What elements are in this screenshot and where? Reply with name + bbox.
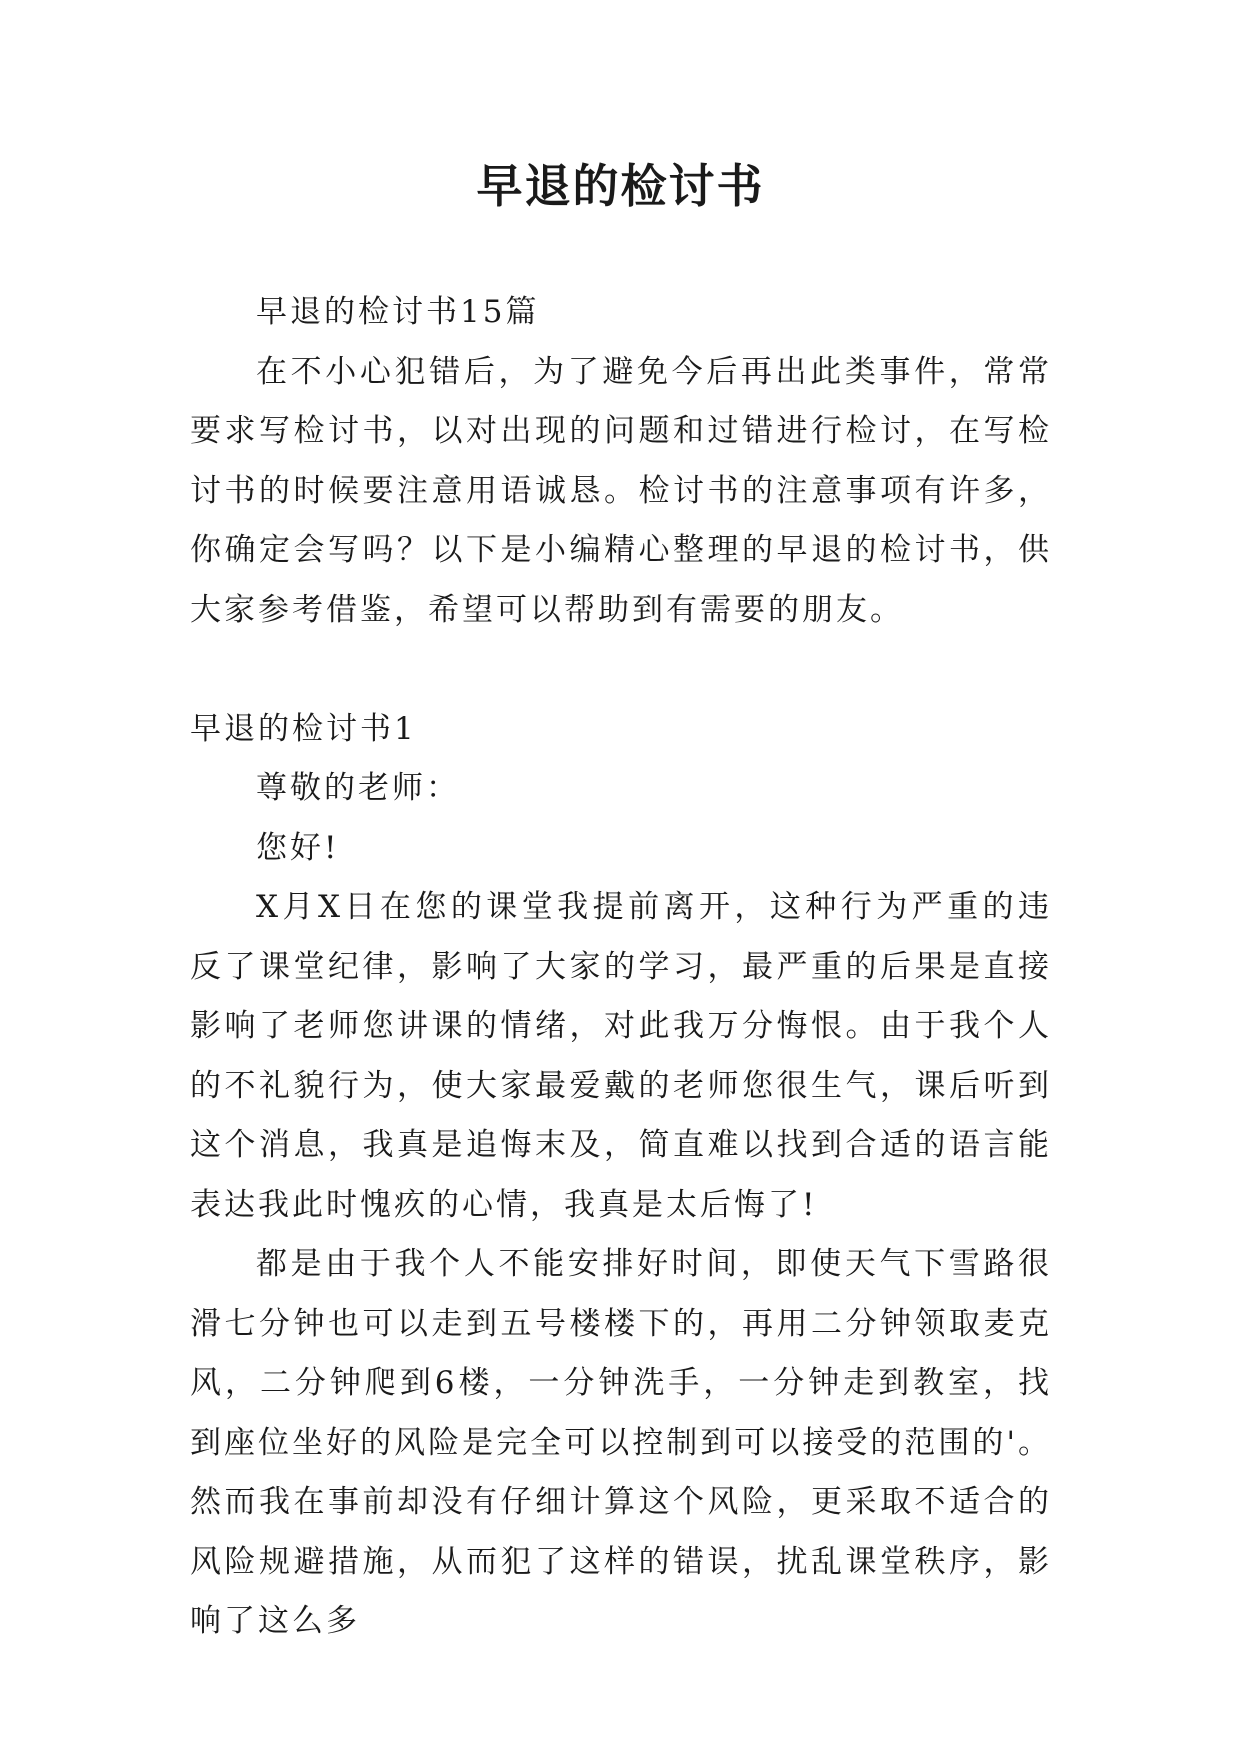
document-subtitle: 早退的检讨书15篇 (256, 294, 540, 330)
salutation: 尊敬的老师： (256, 770, 460, 806)
document-body (190, 283, 1052, 1652)
body-paragraph-2: 都是由于我个人不能安排好时间，即使天气下雪路很滑七分钟也可以走到五号楼楼下的，再用二分钟领取麦克风，二分钟爬到6楼，一分钟洗手，一分钟走到教室，找到座位坐好的风险是完全可以控制到可以接受的范围的'。然而我在事前却没有仔细计算这个风险，更采取不适合的风险规避措施，从而犯了这样的错误，扰乱课堂秩序，影响了这么多 (190, 1246, 1052, 1639)
section-heading: 早退的检讨书1 (190, 710, 417, 747)
greeting: 您好! (256, 829, 340, 866)
body-paragraph-1: X月X日在您的课堂我提前离开，这种行为严重的违反了课堂纪律，影响了大家的学习，最严重的后果是直接影响了老师您讲课的情绪，对此我万分悔恨。由于我个人的不礼貌行为，使大家最爱戴的老师您很生气，课后听到这个消息，我真是追悔末及，简直难以找到合适的语言能表达我此时愧疚的心情，我真是太后悔了! (190, 889, 1052, 1223)
document-title: 早退的检讨书 (476, 159, 765, 213)
intro-paragraph: 在不小心犯错后，为了避免今后再出此类事件，常常要求写检讨书，以对出现的问题和过错进行检讨，在写检讨书的时候要注意用语诚恳。检讨书的注意事项有许多，你确定会写吗？以下是小编精心整理的早退的检讨书，供大家参考借鉴，希望可以帮助到有需要的朋友。 (190, 353, 1052, 628)
